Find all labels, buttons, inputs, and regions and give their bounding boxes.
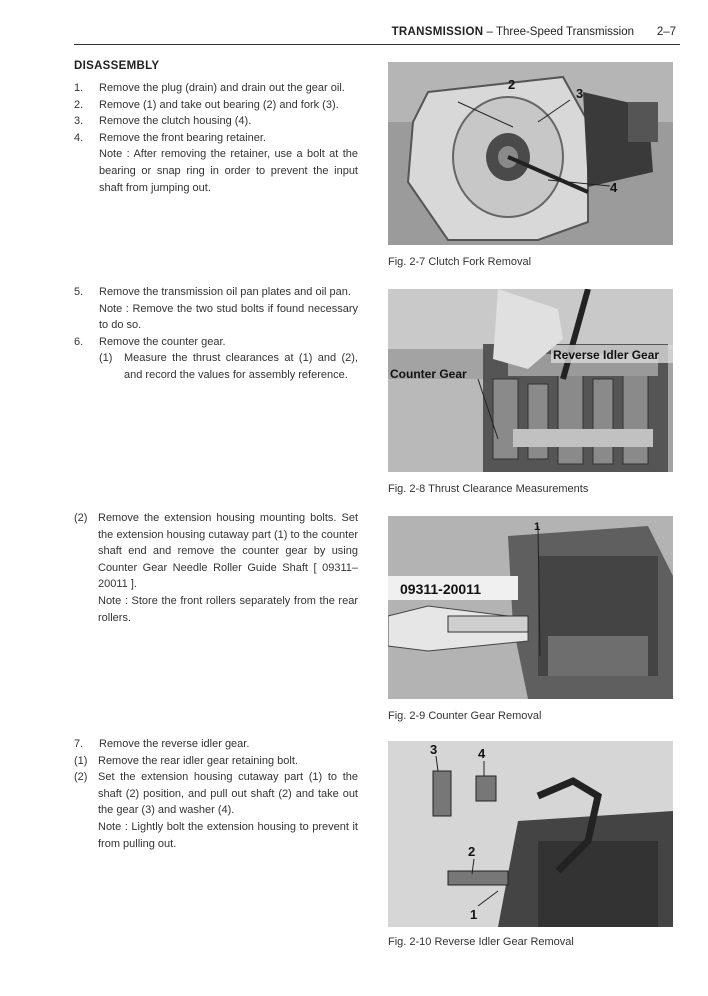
callout-tool-number: 09311-20011 (400, 581, 481, 597)
step-6-sub-1: (1) Measure the thrust clearances at (1) and (2), and record the values for assembly reference. (99, 352, 358, 381)
callout-1: 1 (534, 521, 541, 533)
step-6-sub-2: (2) Remove the extension housing mounting bolts. Set the extension housing cutaway part (1) to the counter shaft end and remove the counter gear by using Counter Gear Needle Roller Guide Shaft [ 09311–20011 ]. (74, 512, 358, 591)
callout-1: 1 (470, 907, 478, 922)
step-5: 5. Remove the transmission oil pan plates and oil pan. (74, 286, 351, 298)
header-title (392, 26, 634, 38)
figure-counter-gear-removal-photo (388, 516, 673, 699)
step-7-sub-2: (2) Set the extension housing cutaway part (1) to the shaft (2) position, and pull out shaft (2) and take out the gear (3) and washer (4). (74, 771, 358, 817)
figure-clutch-fork-photo (388, 62, 673, 245)
disassembly-steps-5-6 (74, 284, 358, 384)
figure-caption: Fig. 2-10 Reverse Idler Gear Removal (388, 936, 574, 948)
counter-gear-illustration (388, 289, 673, 472)
figure-reverse-idler-photo (388, 741, 673, 927)
note-retainer: Note : After removing the retainer, use a bolt at the bearing or snap ring in order to prevent the input shaft from jumping out. (99, 148, 358, 194)
reverse-idler-steps (74, 736, 358, 852)
step-3: 3. Remove the clutch housing (4). (74, 115, 252, 128)
callout-counter-gear: Counter Gear (390, 367, 467, 381)
note-stud-bolts: Note : Remove the two stud bolts if found necessary to do so. (99, 302, 358, 332)
figure-thrust-clearance-photo (388, 289, 673, 472)
figure-caption: Fig. 2-9 Counter Gear Removal (388, 710, 542, 722)
callout-4: 4 (610, 180, 618, 195)
figure-caption: Fig. 2-7 Clutch Fork Removal (388, 256, 532, 268)
callout-4: 4 (478, 746, 486, 761)
clutch-housing-illustration (388, 62, 673, 245)
step-4: 4. Remove the front bearing retainer. (74, 131, 266, 144)
header-subtitle: – Three-Speed Transmission (483, 26, 634, 38)
page-header (74, 22, 680, 45)
figure-caption: Fig. 2-8 Thrust Clearance Measurements (388, 483, 589, 495)
guide-shaft-illustration (388, 516, 673, 699)
step-7-sub-1: (1) Remove the rear idler gear retaining bolt. (74, 754, 298, 767)
header-section: TRANSMISSION (391, 26, 484, 38)
step-6: 6. Remove the counter gear. (74, 335, 226, 348)
section-heading: DISASSEMBLY (74, 60, 160, 72)
page-number: 2–7 (656, 26, 676, 38)
step-1: 1. Remove the plug (drain) and drain out the gear oil. (74, 82, 345, 94)
callout-3: 3 (576, 86, 584, 101)
reverse-idler-illustration (388, 741, 673, 927)
counter-gear-removal-steps (74, 510, 358, 626)
step-7: 7. Remove the reverse idler gear. (74, 738, 250, 750)
callout-reverse-idler-gear: Reverse Idler Gear (553, 348, 660, 362)
callout-2: 2 (468, 844, 476, 859)
note-rollers: Note : Store the front rollers separately from the rear rollers. (98, 594, 358, 624)
disassembly-steps-1-4 (74, 80, 358, 196)
callout-3: 3 (430, 742, 438, 757)
callout-2: 2 (508, 77, 516, 92)
step-2: 2. Remove (1) and take out bearing (2) and fork (3). (74, 98, 339, 111)
note-extension-housing: Note : Lightly bolt the extension housing to prevent it from pulling out. (98, 820, 358, 850)
